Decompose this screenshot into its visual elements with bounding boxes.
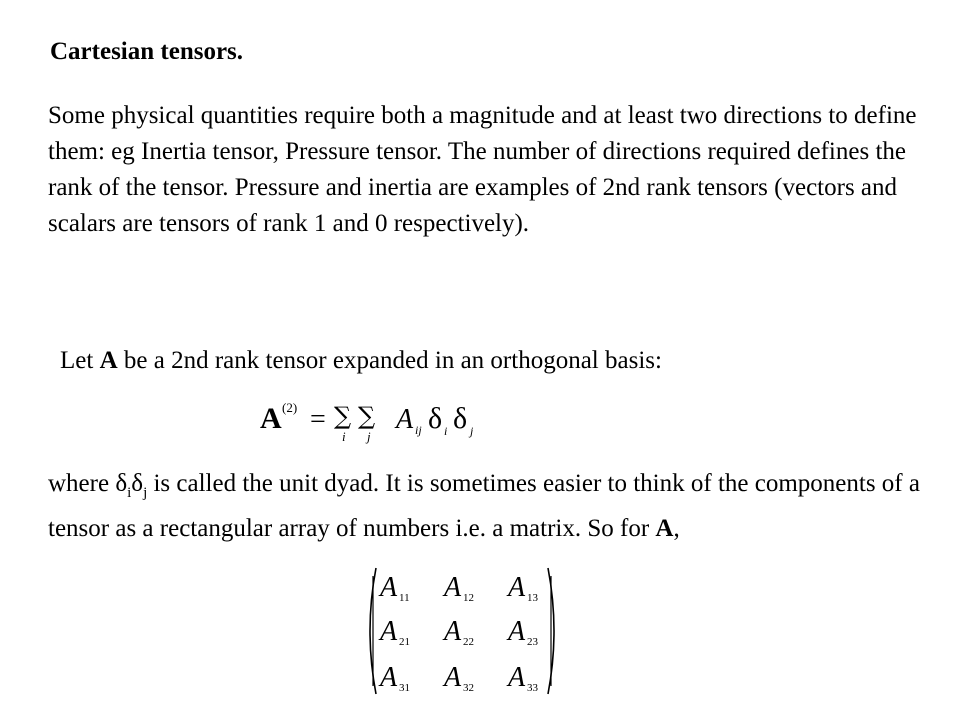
- tensor-expansion-equation: [250, 390, 490, 446]
- dyad-end: ,: [673, 515, 680, 542]
- matrix-cell-symbol: A: [380, 616, 398, 647]
- matrix-cell-symbol: A: [444, 572, 462, 603]
- eq-delta-2: δ: [453, 402, 468, 435]
- eq-component: A: [396, 404, 414, 435]
- eq-delta-1: δ: [428, 402, 443, 435]
- matrix-cell-symbol: A: [380, 572, 398, 603]
- matrix-cell-subscript: 32: [463, 682, 474, 694]
- matrix-cell-subscript: 31: [399, 682, 410, 694]
- matrix-cell-subscript: 22: [463, 636, 474, 648]
- eq-index-i: i: [342, 429, 346, 444]
- intro-paragraph: Some physical quantities require both a magnitude and at least two directions to define them: eg Inertia tensor, Pressure tensor. The number of directions required defines the rank of the tensor. Pressure and inertia are examples of 2nd rank tensors (vectors and scalars are tensors of rank 1 and 0 respectively).: [48, 102, 917, 237]
- let-after: be a 2nd rank tensor expanded in an orthogonal basis:: [117, 347, 662, 374]
- eq-delta-1-sub: i: [444, 424, 448, 438]
- matrix-cell-subscript: 12: [463, 592, 474, 604]
- dyad-paragraph: [48, 466, 928, 547]
- eq-sum-i: ∑: [334, 402, 352, 430]
- eq-equals: =: [310, 404, 326, 435]
- matrix-cell-symbol: A: [444, 662, 462, 693]
- matrix-cell-symbol: A: [380, 662, 398, 693]
- matrix-cell-subscript: 11: [399, 592, 410, 604]
- dyad-delta-i: δ: [115, 470, 128, 497]
- eq-sum-j: ∑: [358, 402, 376, 430]
- dyad-rest: is called the unit dyad. It is sometimes easier to think of the components of a tensor as a rectangular array of numbers i.e. a matrix. So for: [48, 470, 920, 542]
- dyad-sub-j: j: [143, 485, 148, 501]
- matrix-cell-symbol: A: [508, 616, 526, 647]
- let-statement: [60, 343, 940, 379]
- matrix-cell-symbol: A: [444, 616, 462, 647]
- dyad-sub-i: i: [127, 485, 132, 501]
- slide-title: Cartesian tensors.: [50, 38, 244, 65]
- matrix-cell-subscript: 33: [527, 682, 538, 694]
- eq-component-sub: ij: [415, 423, 422, 437]
- matrix-cell-subscript: 13: [527, 592, 538, 604]
- matrix-cell-symbol: A: [508, 662, 526, 693]
- dyad-where: where: [48, 470, 116, 497]
- matrix-cell-symbol: A: [508, 572, 526, 603]
- matrix-cell-subscript: 23: [527, 636, 538, 648]
- eq-lhs-symbol: A: [260, 402, 282, 435]
- eq-index-j: j: [367, 429, 371, 444]
- dyad-delta-j: δ: [131, 470, 144, 497]
- let-before: Let: [60, 347, 100, 374]
- eq-delta-2-sub: j: [470, 424, 474, 438]
- component-matrix: [362, 564, 562, 698]
- eq-lhs-superscript: (2): [282, 400, 298, 415]
- matrix-cell-subscript: 21: [399, 636, 410, 648]
- tensor-symbol: A: [99, 347, 118, 374]
- matrix-cells: [378, 572, 539, 694]
- dyad-tensor-symbol: A: [655, 515, 674, 542]
